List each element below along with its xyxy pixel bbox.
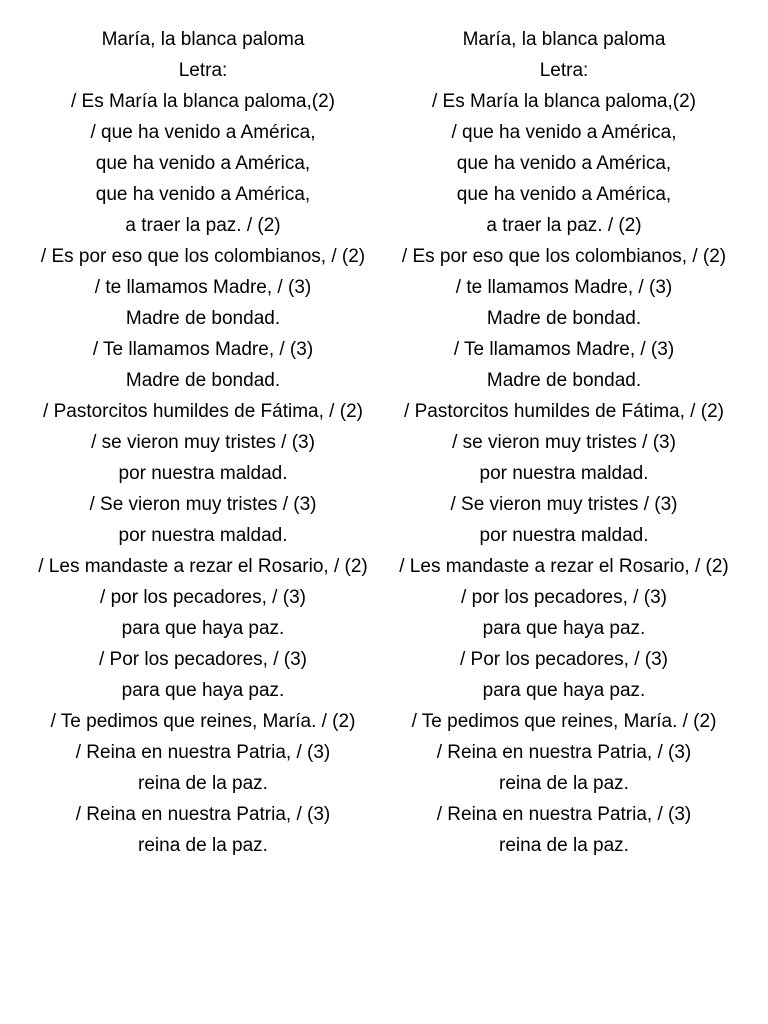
lyric-line: / Reina en nuestra Patria, / (3) <box>75 742 331 763</box>
lyric-line: Madre de bondad. <box>486 370 642 391</box>
lyric-line: / Te llamamos Madre, / (3) <box>453 339 675 360</box>
lyric-line: / Es por eso que los colombianos, / (2) <box>40 246 366 267</box>
lyric-line: reina de la paz. <box>138 773 268 794</box>
lyric-line: que ha venido a América, <box>95 184 311 205</box>
lyric-line: / Te pedimos que reines, María. / (2) <box>411 711 717 732</box>
song-title: María, la blanca paloma <box>101 29 305 50</box>
lyric-line: / Reina en nuestra Patria, / (3) <box>436 804 692 825</box>
lyrics-column-right <box>384 28 744 857</box>
lyric-line: / te llamamos Madre, / (3) <box>455 277 673 298</box>
lyric-line: / Te llamamos Madre, / (3) <box>92 339 314 360</box>
lyric-line: por nuestra maldad. <box>118 463 288 484</box>
song-title: María, la blanca paloma <box>462 29 666 50</box>
lyric-line: / Es María la blanca paloma,(2) <box>70 91 335 112</box>
lyric-line: por nuestra maldad. <box>479 525 649 546</box>
lyric-line: / Por los pecadores, / (3) <box>98 649 308 670</box>
lyric-line: / Es por eso que los colombianos, / (2) <box>401 246 727 267</box>
lyric-line: / Reina en nuestra Patria, / (3) <box>436 742 692 763</box>
lyric-line: Madre de bondad. <box>125 308 281 329</box>
lyric-line: reina de la paz. <box>138 835 268 856</box>
lyric-line: que ha venido a América, <box>95 153 311 174</box>
lyric-line: / que ha venido a América, <box>451 122 677 143</box>
lyric-line: por nuestra maldad. <box>118 525 288 546</box>
lyric-line: / que ha venido a América, <box>90 122 316 143</box>
lyric-line: / se vieron muy tristes / (3) <box>452 432 676 453</box>
lyric-line: a traer la paz. / (2) <box>125 215 281 236</box>
lyric-line: / Les mandaste a rezar el Rosario, / (2) <box>399 556 729 577</box>
lyric-line: Madre de bondad. <box>125 370 281 391</box>
lyric-line: para que haya paz. <box>482 680 646 701</box>
lyric-line: / por los pecadores, / (3) <box>461 587 667 608</box>
lyrics-label: Letra: <box>178 60 228 81</box>
lyric-line: / por los pecadores, / (3) <box>100 587 306 608</box>
lyrics-column-left <box>23 28 383 857</box>
lyric-line: para que haya paz. <box>482 618 646 639</box>
lyric-line: / Les mandaste a rezar el Rosario, / (2) <box>38 556 368 577</box>
lyric-line: para que haya paz. <box>121 618 285 639</box>
lyric-line: / se vieron muy tristes / (3) <box>91 432 315 453</box>
lyric-line: / te llamamos Madre, / (3) <box>94 277 312 298</box>
lyric-line: / Se vieron muy tristes / (3) <box>89 494 317 515</box>
lyric-line: que ha venido a América, <box>456 184 672 205</box>
lyric-line: para que haya paz. <box>121 680 285 701</box>
lyric-line: reina de la paz. <box>499 773 629 794</box>
lyric-line: / Es María la blanca paloma,(2) <box>431 91 696 112</box>
lyric-line: / Por los pecadores, / (3) <box>459 649 669 670</box>
lyric-line: / Pastorcitos humildes de Fátima, / (2) <box>43 401 363 422</box>
lyric-line: a traer la paz. / (2) <box>486 215 642 236</box>
lyric-line: / Te pedimos que reines, María. / (2) <box>50 711 356 732</box>
lyric-line: reina de la paz. <box>499 835 629 856</box>
lyric-line: Madre de bondad. <box>486 308 642 329</box>
lyric-line: / Se vieron muy tristes / (3) <box>450 494 678 515</box>
lyrics-label: Letra: <box>539 60 589 81</box>
lyric-line: que ha venido a América, <box>456 153 672 174</box>
lyric-line: por nuestra maldad. <box>479 463 649 484</box>
lyric-line: / Reina en nuestra Patria, / (3) <box>75 804 331 825</box>
lyric-line: / Pastorcitos humildes de Fátima, / (2) <box>404 401 724 422</box>
